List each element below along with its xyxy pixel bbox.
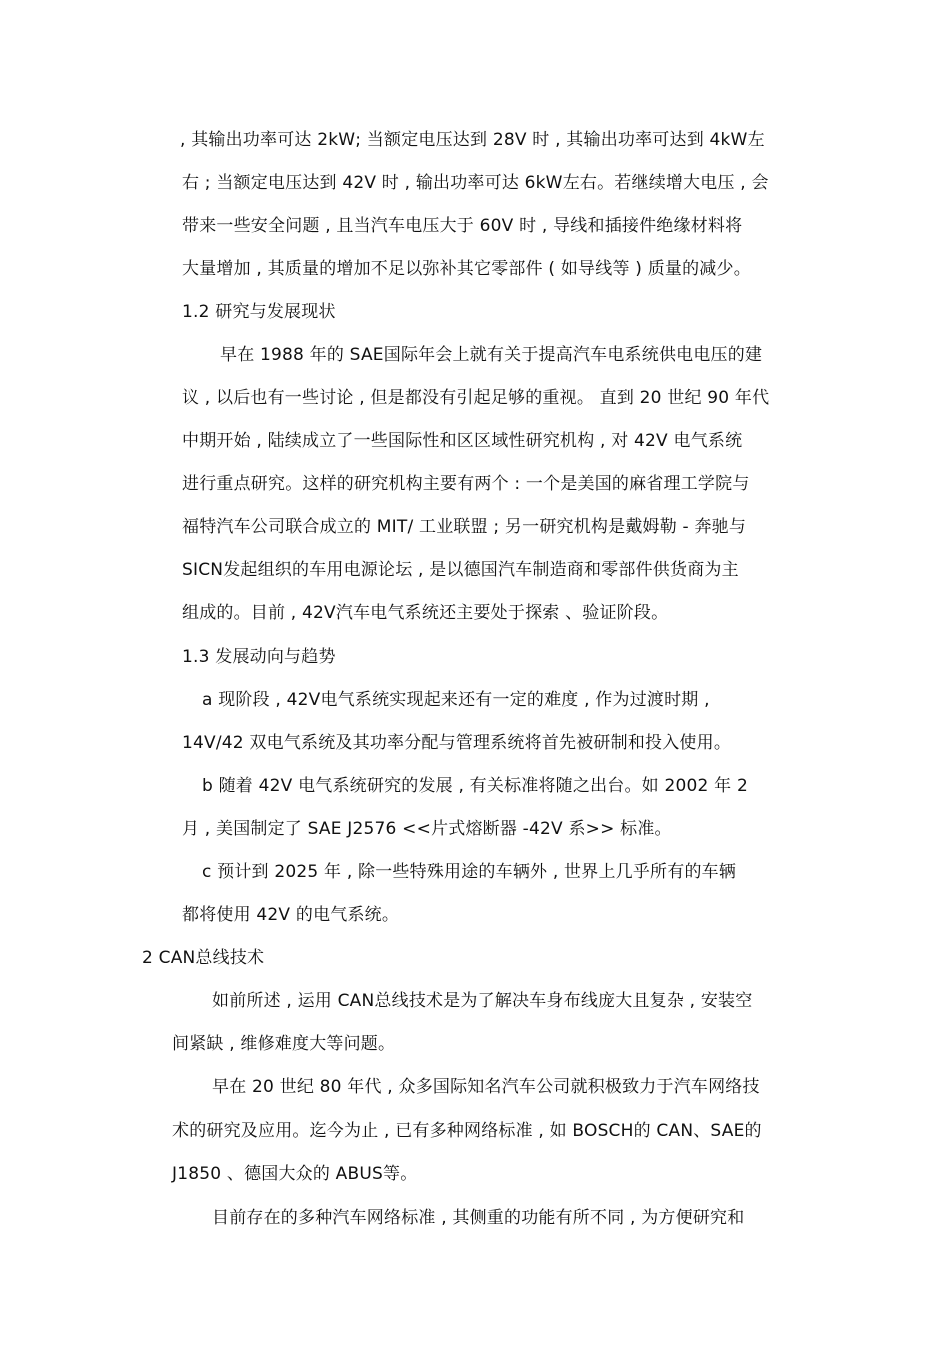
text-line: 目前存在的多种汽车网络标准 , 其侧重的功能有所不同 , 为方便研究和 bbox=[212, 1208, 745, 1228]
text-line: 早在 1988 年的 SAE国际年会上就有关于提高汽车电系统供电电压的建 bbox=[220, 345, 763, 365]
text-line: 带来一些安全问题 , 且当汽车电压大于 60V 时 , 导线和插接件绝缘材料将 bbox=[182, 216, 743, 236]
list-item-a: a 现阶段 , 42V电气系统实现起来还有一定的难度 , 作为过渡时期 , bbox=[202, 690, 710, 710]
text-line: 右 ; 当额定电压达到 42V 时 , 输出功率可达 6kW左右。若继续增大电压 , 会 bbox=[182, 173, 769, 193]
section-heading-2: 2 CAN总线技术 bbox=[142, 948, 265, 968]
list-item-c: c 预计到 2025 年 , 除一些特殊用途的车辆外 , 世界上几乎所有的车辆 bbox=[202, 862, 737, 882]
text-line: 术的研究及应用。迄今为止 , 已有多种网络标准 , 如 BOSCH的 CAN、SAE的 bbox=[172, 1121, 762, 1141]
text-line: 14V/42 双电气系统及其功率分配与管理系统将首先被研制和投入使用。 bbox=[182, 733, 732, 753]
text-line: 大量增加 , 其质量的增加不足以弥补其它零部件 ( 如导线等 ) 质量的减少。 bbox=[182, 259, 751, 279]
list-item-b: b 随着 42V 电气系统研究的发展 , 有关标准将随之出台。如 2002 年 2 bbox=[202, 776, 748, 796]
text-line: 福特汽车公司联合成立的 MIT/ 工业联盟 ; 另一研究机构是戴姆勒 - 奔驰与 bbox=[182, 517, 747, 537]
text-line: 组成的。目前 , 42V汽车电气系统还主要处于探索 、验证阶段。 bbox=[182, 603, 669, 623]
text-line: 议 , 以后也有一些讨论 , 但是都没有引起足够的重视。 直到 20 世纪 90 年代 bbox=[182, 388, 770, 408]
text-line: 进行重点研究。这样的研究机构主要有两个 : 一个是美国的麻省理工学院与 bbox=[182, 474, 750, 494]
text-line: 中期开始 , 陆续成立了一些国际性和区区域性研究机构 , 对 42V 电气系统 bbox=[182, 431, 743, 451]
section-heading-1-3: 1.3 发展动向与趋势 bbox=[182, 647, 336, 667]
text-line: 早在 20 世纪 80 年代 , 众多国际知名汽车公司就积极致力于汽车网络技 bbox=[212, 1077, 760, 1097]
text-line: J1850 、德国大众的 ABUS等。 bbox=[172, 1164, 418, 1184]
text-line: 如前所述 , 运用 CAN总线技术是为了解决车身布线庞大且复杂 , 安装空 bbox=[212, 991, 753, 1011]
text-line: 间紧缺 , 维修难度大等问题。 bbox=[172, 1034, 396, 1054]
text-line: 都将使用 42V 的电气系统。 bbox=[182, 905, 400, 925]
text-line: SICN发起组织的车用电源论坛 , 是以德国汽车制造商和零部件供货商为主 bbox=[182, 560, 739, 580]
section-heading-1-2: 1.2 研究与发展现状 bbox=[182, 302, 336, 322]
text-line: 月 , 美国制定了 SAE J2576 <<片式熔断器 -42V 系>> 标准。 bbox=[182, 819, 672, 839]
text-line: , 其输出功率可达 2kW; 当额定电压达到 28V 时 , 其输出功率可达到 4kW左 bbox=[180, 130, 765, 150]
